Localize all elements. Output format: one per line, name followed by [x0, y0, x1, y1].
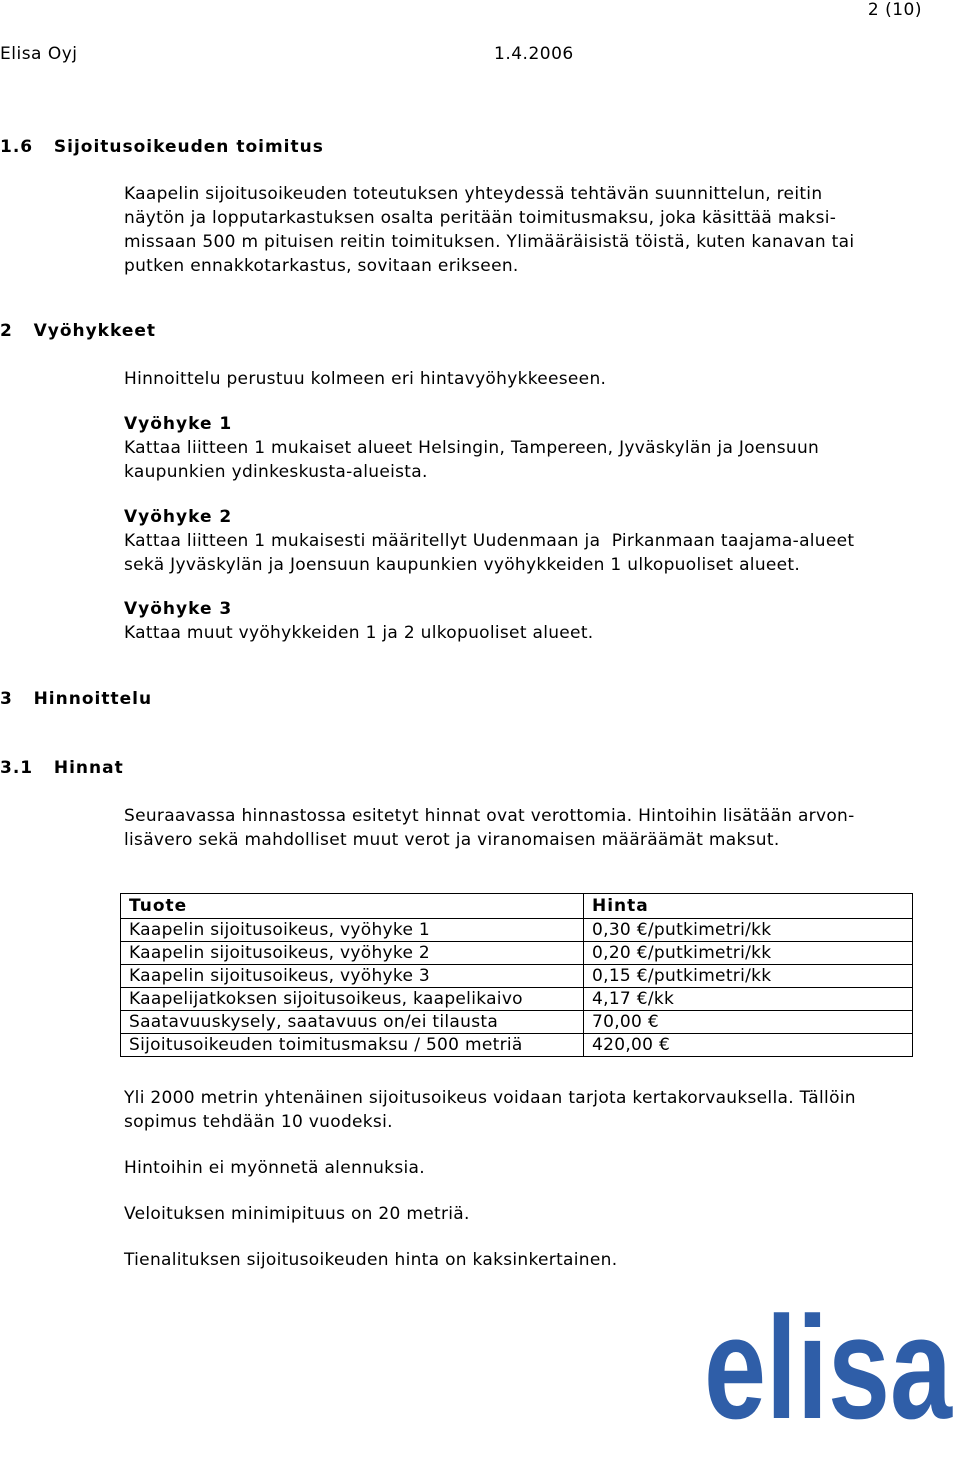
zone-3-line: Kattaa muut vyöhykkeiden 1 ja 2 ulkopuoliset alueet.: [124, 623, 594, 643]
paragraph-line: lisävero sekä mahdolliset muut verot ja viranomaisen määräämät maksut.: [124, 830, 780, 850]
document-date: 1.4.2006: [494, 44, 574, 64]
price-cell: 0,20 €/putkimetri/kk: [584, 942, 913, 965]
table-row: [121, 1011, 913, 1034]
product-cell: Kaapelin sijoitusoikeus, vyöhyke 2: [121, 942, 584, 965]
note-road-crossing: Tienalituksen sijoitusoikeuden hinta on kaksinkertainen.: [124, 1250, 618, 1270]
note-line: sopimus tehdään 10 vuodeksi.: [124, 1112, 393, 1132]
table-row: [121, 988, 913, 1011]
zone-2-block: [124, 505, 924, 577]
paragraph-line: Seuraavassa hinnastossa esitetyt hinnat ovat verottomia. Hintoihin lisätään arvon-: [124, 806, 855, 826]
note-minimum-length: Veloituksen minimipituus on 20 metriä.: [124, 1204, 470, 1224]
product-cell: Sijoitusoikeuden toimitusmaksu / 500 metriä: [121, 1034, 584, 1057]
zone-3-block: [124, 597, 924, 645]
company-name: Elisa Oyj: [0, 44, 78, 64]
zone-1-title: Vyöhyke 1: [124, 414, 233, 434]
section-3-1-paragraph: [124, 804, 924, 852]
elisa-logo: [704, 1300, 956, 1440]
section-3-heading: 3 Hinnoittelu: [0, 689, 153, 709]
product-cell: Kaapelin sijoitusoikeus, vyöhyke 1: [121, 919, 584, 942]
zone-2-title: Vyöhyke 2: [124, 507, 233, 527]
paragraph-line: putken ennakkotarkastus, sovitaan erikseen.: [124, 256, 519, 276]
product-cell: Kaapelijatkoksen sijoitusoikeus, kaapelikaivo: [121, 988, 584, 1011]
table-row: [121, 965, 913, 988]
zone-2-line: sekä Jyväskylän ja Joensuun kaupunkien vyöhykkeiden 1 ulkopuoliset alueet.: [124, 555, 801, 575]
zone-3-title: Vyöhyke 3: [124, 599, 233, 619]
table-row: [121, 1034, 913, 1057]
note-line: Yli 2000 metrin yhtenäinen sijoitusoikeus voidaan tarjota kertakorvauksella. Tällöin: [124, 1088, 856, 1108]
table-row: [121, 919, 913, 942]
table-header-row: [121, 894, 913, 919]
table-row: [121, 942, 913, 965]
price-cell: 0,30 €/putkimetri/kk: [584, 919, 913, 942]
section-1-6-heading: 1.6 Sijoitusoikeuden toimitus: [0, 137, 324, 157]
price-cell: 420,00 €: [584, 1034, 913, 1057]
price-cell: 0,15 €/putkimetri/kk: [584, 965, 913, 988]
section-2-intro: Hinnoittelu perustuu kolmeen eri hintavyöhykkeeseen.: [124, 369, 607, 389]
paragraph-line: Kaapelin sijoitusoikeuden toteutuksen yhteydessä tehtävän suunnittelun, reitin: [124, 184, 823, 204]
column-header-product: Tuote: [121, 894, 584, 919]
note-long-term-rights: [124, 1086, 924, 1134]
elisa-logo-wordmark: elisa: [704, 1300, 954, 1440]
section-3-1-heading: 3.1 Hinnat: [0, 758, 124, 778]
note-no-discounts: Hintoihin ei myönnetä alennuksia.: [124, 1158, 425, 1178]
paragraph-line: missaan 500 m pituisen reitin toimituksen. Ylimääräisistä töistä, kuten kanavan tai: [124, 232, 855, 252]
paragraph-line: näytön ja lopputarkastuksen osalta peritään toimitusmaksu, joka käsittää maksi-: [124, 208, 837, 228]
price-cell: 70,00 €: [584, 1011, 913, 1034]
price-cell: 4,17 €/kk: [584, 988, 913, 1011]
zone-1-line: Kattaa liitteen 1 mukaiset alueet Helsingin, Tampereen, Jyväskylän ja Joensuun: [124, 438, 820, 458]
zone-1-block: [124, 412, 924, 484]
product-cell: Kaapelin sijoitusoikeus, vyöhyke 3: [121, 965, 584, 988]
product-cell: Saatavuuskysely, saatavuus on/ei tilausta: [121, 1011, 584, 1034]
price-table: [120, 893, 913, 1057]
zone-1-line: kaupunkien ydinkeskusta-alueista.: [124, 462, 428, 482]
column-header-price: Hinta: [584, 894, 913, 919]
page-number: 2 (10): [867, 0, 922, 20]
section-1-6-paragraph: [124, 182, 924, 278]
zone-2-line: Kattaa liitteen 1 mukaisesti määritellyt Uudenmaan ja Pirkanmaan taajama-alueet: [124, 531, 855, 551]
section-2-heading: 2 Vyöhykkeet: [0, 321, 157, 341]
